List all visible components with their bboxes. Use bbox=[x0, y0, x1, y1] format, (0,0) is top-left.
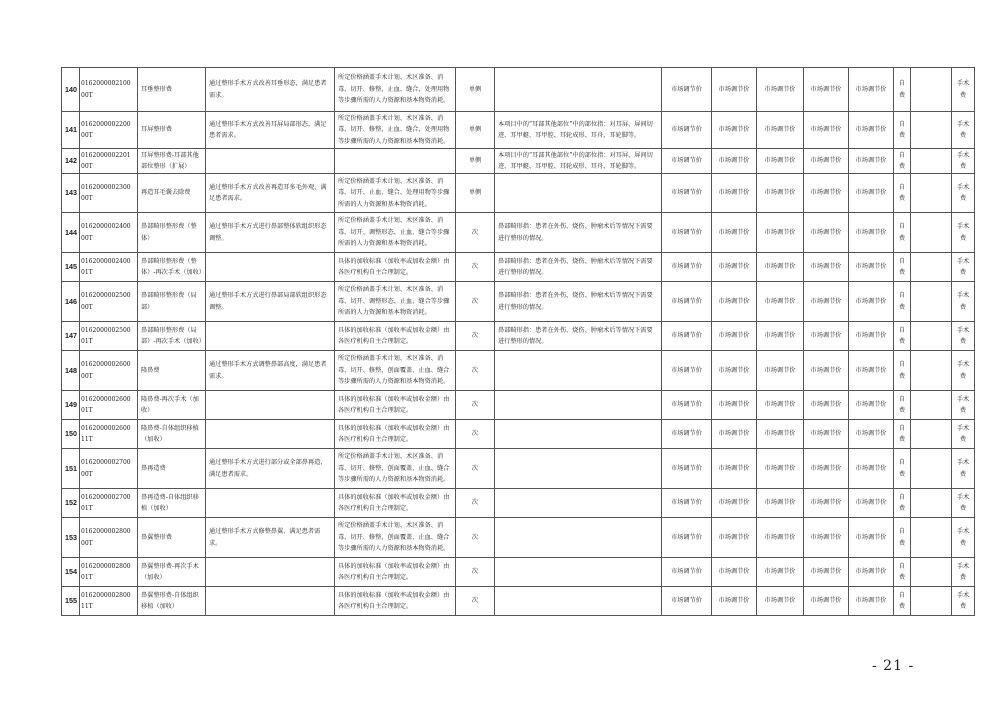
item-connotation bbox=[206, 420, 335, 449]
price-level-5: 市场调节价 bbox=[849, 587, 894, 616]
item-name: 鼻翼整形费-再次手术（加收） bbox=[138, 558, 206, 587]
fee-category: 手术费 bbox=[952, 518, 975, 558]
price-level-1: 市场调节价 bbox=[662, 322, 712, 351]
payment-type: 自费 bbox=[894, 449, 911, 489]
pricing-unit: 次 bbox=[456, 518, 495, 558]
item-includes: 所定价格涵盖手术计划、术区准备、消毒、切开、修整、止血、缝合、处理用物等步骤所需的人力资源和基本物资消耗。 bbox=[335, 112, 456, 149]
price-level-4: 市场调节价 bbox=[804, 112, 849, 149]
price-level-3: 市场调节价 bbox=[757, 558, 804, 587]
payment-type: 自费 bbox=[894, 112, 911, 149]
price-level-3: 市场调节价 bbox=[757, 213, 804, 253]
item-code: 016200000260011T bbox=[80, 420, 138, 449]
payment-type: 自费 bbox=[894, 282, 911, 322]
item-connotation: 通过整形手术方式进行鼻部局部软组织形态调整。 bbox=[206, 282, 335, 322]
payment-type: 自费 bbox=[894, 391, 911, 420]
item-note bbox=[495, 449, 662, 489]
pricing-unit: 次 bbox=[456, 253, 495, 282]
price-level-2: 市场调节价 bbox=[712, 587, 757, 616]
price-level-2: 市场调节价 bbox=[712, 420, 757, 449]
price-level-5: 市场调节价 bbox=[849, 391, 894, 420]
item-number: 147 bbox=[62, 322, 80, 351]
item-connotation bbox=[206, 489, 335, 518]
table-row bbox=[62, 518, 975, 558]
item-name: 鼻翼整形费 bbox=[138, 518, 206, 558]
price-level-1: 市场调节价 bbox=[662, 518, 712, 558]
item-note: 本项目中的“耳部其他部位”中的部位指：对耳屏、屏间切迹、耳甲艇、耳甲腔、耳轮成形、耳舟、耳轮脚等。 bbox=[495, 112, 662, 149]
item-number: 150 bbox=[62, 420, 80, 449]
pricing-unit: 次 bbox=[456, 558, 495, 587]
table-row bbox=[62, 449, 975, 489]
price-level-3: 市场调节价 bbox=[757, 420, 804, 449]
item-code: 016200000260000T bbox=[80, 351, 138, 391]
pricing-unit: 次 bbox=[456, 391, 495, 420]
fee-category: 手术费 bbox=[952, 391, 975, 420]
pricing-unit: 单侧 bbox=[456, 112, 495, 149]
item-code: 016200000280011T bbox=[80, 587, 138, 616]
fee-category: 手术费 bbox=[952, 489, 975, 518]
fee-category: 手术费 bbox=[952, 253, 975, 282]
item-name: 隆鼻费-自体组织移植（加收） bbox=[138, 420, 206, 449]
price-level-1: 市场调节价 bbox=[662, 420, 712, 449]
item-includes: 具体的加收标准（加收率或加收金额）由各医疗机构自主合理制定。 bbox=[335, 558, 456, 587]
price-level-4: 市场调节价 bbox=[804, 391, 849, 420]
fee-category: 手术费 bbox=[952, 587, 975, 616]
item-note bbox=[495, 351, 662, 391]
item-note: 鼻部畸形指：患者在外伤、烧伤、肿瘤术后等情况下需要进行整形的情况。 bbox=[495, 213, 662, 253]
item-number: 155 bbox=[62, 587, 80, 616]
item-note bbox=[495, 587, 662, 616]
price-level-1: 市场调节价 bbox=[662, 282, 712, 322]
remark-cell bbox=[911, 253, 952, 282]
item-note: 本项目中的“耳部其他部位”中的部位指：对耳屏、屏间切迹、耳甲艇、耳甲腔、耳轮成形、耳舟、耳轮脚等。 bbox=[495, 149, 662, 174]
price-level-3: 市场调节价 bbox=[757, 351, 804, 391]
item-name: 鼻部畸形整形费（局部）-再次手术（加收） bbox=[138, 322, 206, 351]
item-name: 耳屏整形费-耳部其他部位整形（扩展） bbox=[138, 149, 206, 174]
payment-type: 自费 bbox=[894, 149, 911, 174]
remark-cell bbox=[911, 149, 952, 174]
price-level-4: 市场调节价 bbox=[804, 489, 849, 518]
item-note: 鼻部畸形指：患者在外伤、烧伤、肿瘤术后等情况下需要进行整形的情况。 bbox=[495, 253, 662, 282]
price-level-2: 市场调节价 bbox=[712, 391, 757, 420]
pricing-unit: 单侧 bbox=[456, 149, 495, 174]
item-includes: 所定价格涵盖手术计划、术区准备、消毒、切开、修整、创面覆盖、止血、缝合等步骤所需的人力资源和基本物资消耗。 bbox=[335, 518, 456, 558]
payment-type: 自费 bbox=[894, 68, 911, 112]
table-row bbox=[62, 68, 975, 112]
table-row bbox=[62, 351, 975, 391]
price-level-3: 市场调节价 bbox=[757, 489, 804, 518]
item-includes: 所定价格涵盖手术计划、术区准备、消毒、切开、修整、创面覆盖、止血、缝合等步骤所需的人力资源和基本物资消耗。 bbox=[335, 351, 456, 391]
payment-type: 自费 bbox=[894, 558, 911, 587]
payment-type: 自费 bbox=[894, 322, 911, 351]
remark-cell bbox=[911, 213, 952, 253]
table-row bbox=[62, 112, 975, 149]
price-level-3: 市场调节价 bbox=[757, 449, 804, 489]
item-connotation: 通过整形手术方式调整鼻部高度，满足患者需求。 bbox=[206, 351, 335, 391]
price-level-1: 市场调节价 bbox=[662, 351, 712, 391]
item-code: 016200000210000T bbox=[80, 68, 138, 112]
item-number: 144 bbox=[62, 213, 80, 253]
payment-type: 自费 bbox=[894, 518, 911, 558]
price-level-2: 市场调节价 bbox=[712, 322, 757, 351]
pricing-unit: 次 bbox=[456, 420, 495, 449]
item-connotation bbox=[206, 587, 335, 616]
item-includes: 具体的加收标准（加收率或加收金额）由各医疗机构自主合理制定。 bbox=[335, 391, 456, 420]
table-row bbox=[62, 213, 975, 253]
price-level-4: 市场调节价 bbox=[804, 518, 849, 558]
price-level-1: 市场调节价 bbox=[662, 489, 712, 518]
price-level-4: 市场调节价 bbox=[804, 322, 849, 351]
item-code: 016200000240001T bbox=[80, 253, 138, 282]
table-row bbox=[62, 391, 975, 420]
price-level-5: 市场调节价 bbox=[849, 68, 894, 112]
remark-cell bbox=[911, 518, 952, 558]
payment-type: 自费 bbox=[894, 489, 911, 518]
remark-cell bbox=[911, 282, 952, 322]
price-level-1: 市场调节价 bbox=[662, 449, 712, 489]
item-includes: 具体的加收标准（加收率或加收金额）由各医疗机构自主合理制定。 bbox=[335, 587, 456, 616]
pricing-unit: 次 bbox=[456, 213, 495, 253]
price-level-5: 市场调节价 bbox=[849, 282, 894, 322]
fee-category: 手术费 bbox=[952, 351, 975, 391]
item-name: 鼻翼整形费-自体组织移植（加收） bbox=[138, 587, 206, 616]
fee-category: 手术费 bbox=[952, 149, 975, 174]
item-includes: 具体的加收标准（加收率或加收金额）由各医疗机构自主合理制定。 bbox=[335, 489, 456, 518]
price-level-1: 市场调节价 bbox=[662, 174, 712, 213]
price-level-2: 市场调节价 bbox=[712, 449, 757, 489]
page-number: - 21 - bbox=[872, 658, 915, 674]
item-number: 149 bbox=[62, 391, 80, 420]
price-level-5: 市场调节价 bbox=[849, 322, 894, 351]
price-level-2: 市场调节价 bbox=[712, 213, 757, 253]
remark-cell bbox=[911, 449, 952, 489]
price-level-1: 市场调节价 bbox=[662, 149, 712, 174]
price-level-3: 市场调节价 bbox=[757, 518, 804, 558]
item-code: 016200000230000T bbox=[80, 174, 138, 213]
pricing-unit: 次 bbox=[456, 351, 495, 391]
price-level-4: 市场调节价 bbox=[804, 213, 849, 253]
fee-category: 手术费 bbox=[952, 174, 975, 213]
price-level-5: 市场调节价 bbox=[849, 213, 894, 253]
price-level-5: 市场调节价 bbox=[849, 112, 894, 149]
price-level-5: 市场调节价 bbox=[849, 518, 894, 558]
item-number: 146 bbox=[62, 282, 80, 322]
remark-cell bbox=[911, 68, 952, 112]
item-note bbox=[495, 391, 662, 420]
item-connotation: 通过整形手术方式改善耳屏局部形态，满足患者需求。 bbox=[206, 112, 335, 149]
item-number: 140 bbox=[62, 68, 80, 112]
price-level-3: 市场调节价 bbox=[757, 112, 804, 149]
item-name: 耳垂整形费 bbox=[138, 68, 206, 112]
price-level-1: 市场调节价 bbox=[662, 391, 712, 420]
price-level-5: 市场调节价 bbox=[849, 253, 894, 282]
table-row bbox=[62, 420, 975, 449]
price-level-1: 市场调节价 bbox=[662, 587, 712, 616]
item-note bbox=[495, 174, 662, 213]
price-level-5: 市场调节价 bbox=[849, 174, 894, 213]
fee-category: 手术费 bbox=[952, 282, 975, 322]
price-level-4: 市场调节价 bbox=[804, 420, 849, 449]
table-row bbox=[62, 587, 975, 616]
item-code: 016200000250000T bbox=[80, 282, 138, 322]
item-connotation bbox=[206, 322, 335, 351]
price-level-1: 市场调节价 bbox=[662, 213, 712, 253]
item-name: 鼻再造费-自体组织移植（加收） bbox=[138, 489, 206, 518]
price-level-1: 市场调节价 bbox=[662, 253, 712, 282]
table-row bbox=[62, 558, 975, 587]
item-name: 鼻再造费 bbox=[138, 449, 206, 489]
item-code: 016200000280000T bbox=[80, 518, 138, 558]
pricing-unit: 次 bbox=[456, 587, 495, 616]
price-level-4: 市场调节价 bbox=[804, 149, 849, 174]
price-level-3: 市场调节价 bbox=[757, 253, 804, 282]
price-level-2: 市场调节价 bbox=[712, 253, 757, 282]
table-row bbox=[62, 322, 975, 351]
price-level-1: 市场调节价 bbox=[662, 68, 712, 112]
item-connotation bbox=[206, 253, 335, 282]
item-includes: 所定价格涵盖手术计划、术区准备、消毒、切开、修整、创面覆盖、止血、缝合等步骤所需的人力资源和基本物资消耗。 bbox=[335, 449, 456, 489]
price-level-2: 市场调节价 bbox=[712, 518, 757, 558]
remark-cell bbox=[911, 587, 952, 616]
payment-type: 自费 bbox=[894, 253, 911, 282]
remark-cell bbox=[911, 391, 952, 420]
price-level-2: 市场调节价 bbox=[712, 351, 757, 391]
item-name: 耳屏整形费 bbox=[138, 112, 206, 149]
item-includes bbox=[335, 149, 456, 174]
price-level-2: 市场调节价 bbox=[712, 112, 757, 149]
item-note bbox=[495, 518, 662, 558]
price-level-4: 市场调节价 bbox=[804, 68, 849, 112]
item-connotation: 通过整形手术方式进行部分或全部鼻再造，满足患者需求。 bbox=[206, 449, 335, 489]
item-code: 016200000250001T bbox=[80, 322, 138, 351]
payment-type: 自费 bbox=[894, 213, 911, 253]
fee-category: 手术费 bbox=[952, 558, 975, 587]
pricing-unit: 次 bbox=[456, 449, 495, 489]
price-level-3: 市场调节价 bbox=[757, 174, 804, 213]
fee-category: 手术费 bbox=[952, 420, 975, 449]
price-level-5: 市场调节价 bbox=[849, 558, 894, 587]
price-level-5: 市场调节价 bbox=[849, 449, 894, 489]
item-code: 016200000260001T bbox=[80, 391, 138, 420]
item-includes: 所定价格涵盖手术计划、术区准备、消毒、切开、止血、缝合、处理用物等步骤所需的人力资源和基本物资消耗。 bbox=[335, 174, 456, 213]
item-number: 142 bbox=[62, 149, 80, 174]
price-level-2: 市场调节价 bbox=[712, 489, 757, 518]
price-item-table bbox=[61, 67, 975, 616]
item-name: 鼻部畸形整形费（局部） bbox=[138, 282, 206, 322]
price-level-4: 市场调节价 bbox=[804, 282, 849, 322]
item-connotation bbox=[206, 558, 335, 587]
item-includes: 所定价格涵盖手术计划、术区准备、消毒、切开、调整形态、止血、缝合等步骤所需的人力资源和基本物资消耗。 bbox=[335, 213, 456, 253]
item-number: 154 bbox=[62, 558, 80, 587]
remark-cell bbox=[911, 558, 952, 587]
price-level-5: 市场调节价 bbox=[849, 420, 894, 449]
price-level-3: 市场调节价 bbox=[757, 68, 804, 112]
item-code: 016200000280001T bbox=[80, 558, 138, 587]
price-level-5: 市场调节价 bbox=[849, 351, 894, 391]
item-name: 鼻部畸形整形费（整体）-再次手术（加收） bbox=[138, 253, 206, 282]
item-note: 鼻部畸形指：患者在外伤、烧伤、肿瘤术后等情况下需要进行整形的情况。 bbox=[495, 322, 662, 351]
fee-category: 手术费 bbox=[952, 322, 975, 351]
item-note bbox=[495, 558, 662, 587]
price-level-4: 市场调节价 bbox=[804, 558, 849, 587]
item-connotation bbox=[206, 391, 335, 420]
remark-cell bbox=[911, 351, 952, 391]
table-row bbox=[62, 282, 975, 322]
item-connotation: 通过整形手术方式修整鼻翼，满足患者需求。 bbox=[206, 518, 335, 558]
price-level-2: 市场调节价 bbox=[712, 149, 757, 174]
item-connotation bbox=[206, 149, 335, 174]
payment-type: 自费 bbox=[894, 351, 911, 391]
price-level-4: 市场调节价 bbox=[804, 449, 849, 489]
item-note bbox=[495, 420, 662, 449]
item-code: 016200000270001T bbox=[80, 489, 138, 518]
price-level-2: 市场调节价 bbox=[712, 174, 757, 213]
fee-category: 手术费 bbox=[952, 68, 975, 112]
item-note bbox=[495, 68, 662, 112]
pricing-unit: 次 bbox=[456, 322, 495, 351]
remark-cell bbox=[911, 174, 952, 213]
fee-category: 手术费 bbox=[952, 213, 975, 253]
price-level-5: 市场调节价 bbox=[849, 149, 894, 174]
price-level-4: 市场调节价 bbox=[804, 587, 849, 616]
item-number: 148 bbox=[62, 351, 80, 391]
price-level-2: 市场调节价 bbox=[712, 68, 757, 112]
item-includes: 具体的加收标准（加收率或加收金额）由各医疗机构自主合理制定。 bbox=[335, 420, 456, 449]
item-includes: 所定价格涵盖手术计划、术区准备、消毒、切开、修整、止血、缝合、处理用物等步骤所需的人力资源和基本物资消耗。 bbox=[335, 68, 456, 112]
payment-type: 自费 bbox=[894, 587, 911, 616]
price-level-4: 市场调节价 bbox=[804, 351, 849, 391]
item-code: 016200000220100T bbox=[80, 149, 138, 174]
item-number: 151 bbox=[62, 449, 80, 489]
item-name: 再造耳毛囊去除费 bbox=[138, 174, 206, 213]
item-connotation: 通过整形手术方式进行鼻部整体软组织形态调整。 bbox=[206, 213, 335, 253]
item-number: 143 bbox=[62, 174, 80, 213]
remark-cell bbox=[911, 112, 952, 149]
pricing-unit: 单侧 bbox=[456, 174, 495, 213]
item-note: 鼻部畸形指：患者在外伤、烧伤、肿瘤术后等情况下需要进行整形的情况。 bbox=[495, 282, 662, 322]
payment-type: 自费 bbox=[894, 420, 911, 449]
remark-cell bbox=[911, 322, 952, 351]
item-number: 152 bbox=[62, 489, 80, 518]
item-number: 153 bbox=[62, 518, 80, 558]
price-level-4: 市场调节价 bbox=[804, 174, 849, 213]
price-level-3: 市场调节价 bbox=[757, 322, 804, 351]
item-includes: 具体的加收标准（加收率或加收金额）由各医疗机构自主合理制定。 bbox=[335, 322, 456, 351]
price-level-3: 市场调节价 bbox=[757, 587, 804, 616]
price-level-3: 市场调节价 bbox=[757, 149, 804, 174]
pricing-unit: 次 bbox=[456, 282, 495, 322]
item-includes: 所定价格涵盖手术计划、术区准备、消毒、切开、调整形态、止血、缝合等步骤所需的人力资源和基本物资消耗。 bbox=[335, 282, 456, 322]
item-includes: 具体的加收标准（加收率或加收金额）由各医疗机构自主合理制定。 bbox=[335, 253, 456, 282]
price-level-3: 市场调节价 bbox=[757, 391, 804, 420]
pricing-unit: 次 bbox=[456, 489, 495, 518]
item-name: 隆鼻费 bbox=[138, 351, 206, 391]
item-connotation: 通过整形手术方式改善耳垂形态，满足患者需求。 bbox=[206, 68, 335, 112]
item-name: 鼻部畸形整形费（整体） bbox=[138, 213, 206, 253]
table-row bbox=[62, 174, 975, 213]
table-row bbox=[62, 489, 975, 518]
item-number: 145 bbox=[62, 253, 80, 282]
table-row bbox=[62, 253, 975, 282]
item-code: 016200000270000T bbox=[80, 449, 138, 489]
item-number: 141 bbox=[62, 112, 80, 149]
price-level-2: 市场调节价 bbox=[712, 558, 757, 587]
item-note bbox=[495, 489, 662, 518]
price-level-5: 市场调节价 bbox=[849, 489, 894, 518]
price-level-4: 市场调节价 bbox=[804, 253, 849, 282]
remark-cell bbox=[911, 420, 952, 449]
remark-cell bbox=[911, 489, 952, 518]
payment-type: 自费 bbox=[894, 174, 911, 213]
item-name: 隆鼻费-再次手术（加收） bbox=[138, 391, 206, 420]
price-level-2: 市场调节价 bbox=[712, 282, 757, 322]
price-level-3: 市场调节价 bbox=[757, 282, 804, 322]
fee-category: 手术费 bbox=[952, 112, 975, 149]
item-code: 016200000220000T bbox=[80, 112, 138, 149]
price-level-1: 市场调节价 bbox=[662, 558, 712, 587]
fee-category: 手术费 bbox=[952, 449, 975, 489]
item-connotation: 通过整形手术方式改善再造耳多毛外观，满足患者需求。 bbox=[206, 174, 335, 213]
price-level-1: 市场调节价 bbox=[662, 112, 712, 149]
pricing-unit: 单侧 bbox=[456, 68, 495, 112]
item-code: 016200000240000T bbox=[80, 213, 138, 253]
table-row bbox=[62, 149, 975, 174]
